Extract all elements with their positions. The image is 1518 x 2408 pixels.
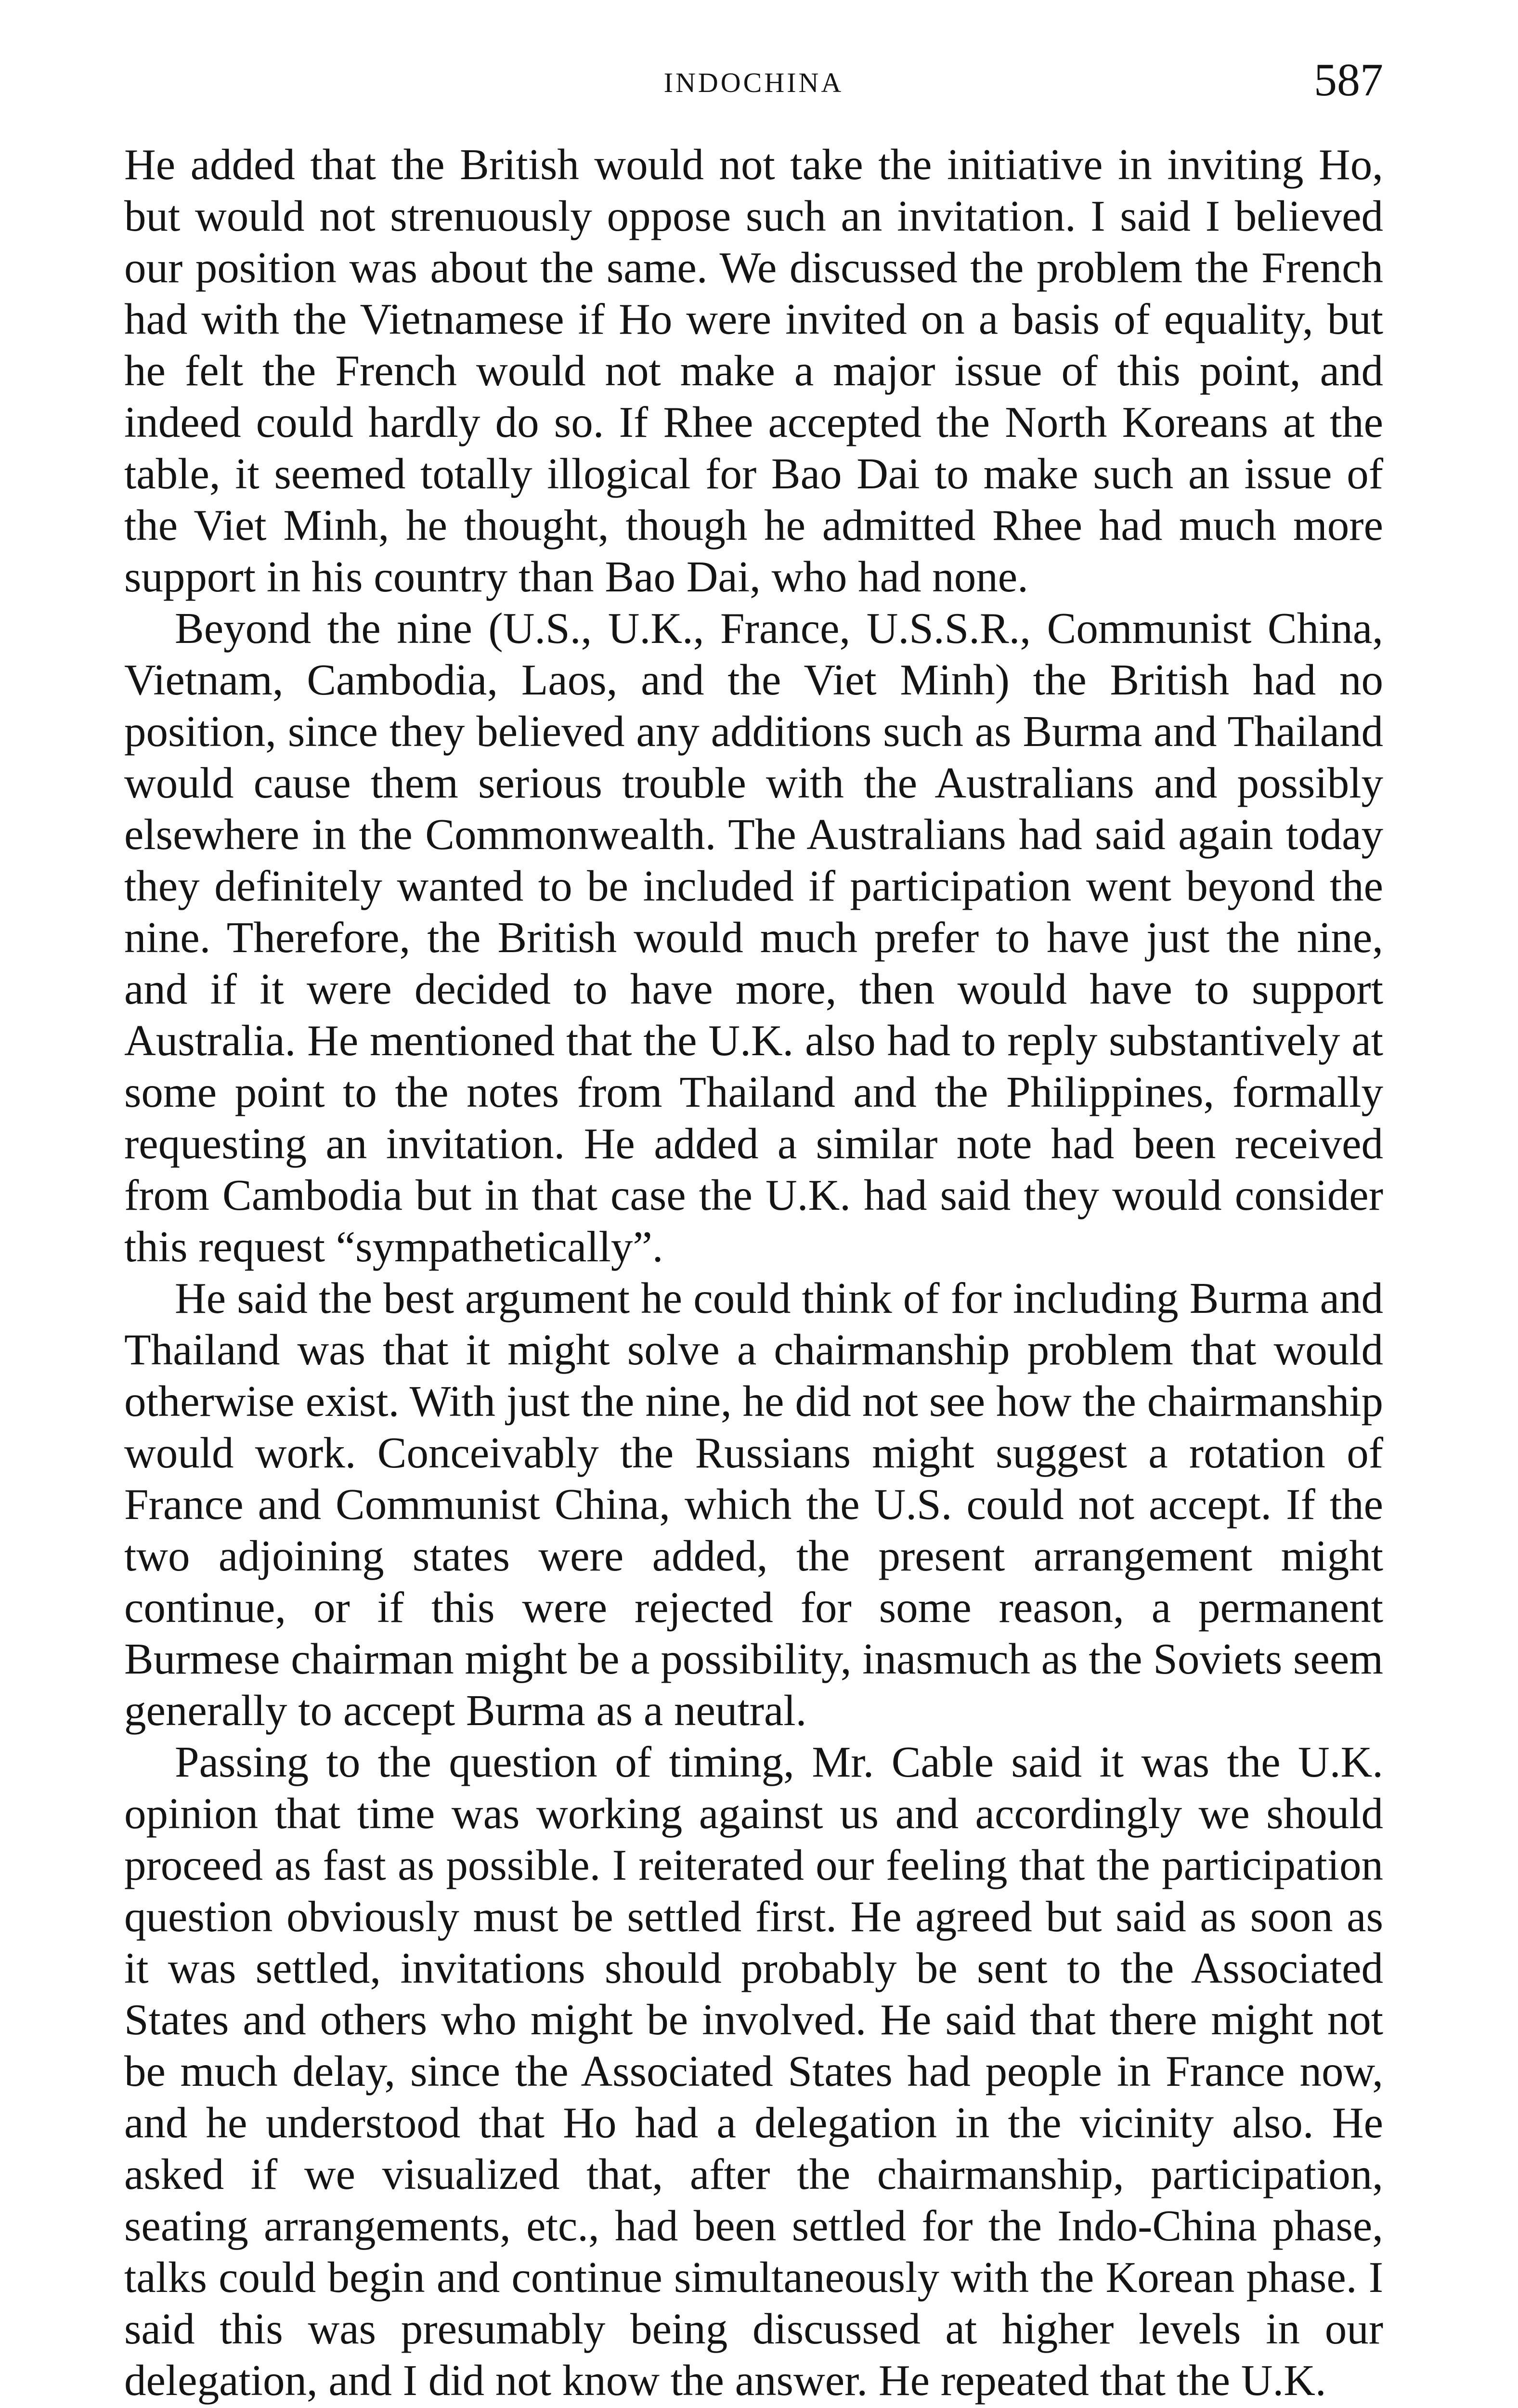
paragraph-2: Beyond the nine (U.S., U.K., France, U.S.S.R., Communist China, Vietnam, Cambodia, Laos, and the Viet Minh) the British had no position, since they believed any additions such as Burma and Thailand would cause them serious trouble with the Australians and possibly elsewhere in the Commonwealth. The Australians had said again today they definitely wanted to be included if participation went beyond the nine. Therefore, the British would much prefer to have just the nine, and if it were decided to have more, then would have to support Australia. He mentioned that the U.K. also had to reply substantively at some point to the notes from Thailand and the Philippines, formally requesting an invitation. He added a similar note had been received from Cambodia but in that case the U.K. had said they would consider this request “sympathetically”. [124,604,1383,1271]
running-title: INDOCHINA [663,67,844,98]
paragraph-3: He said the best argument he could think of for including Burma and Thailand was that it might solve a chairmanship problem that would otherwise exist. With just the nine, he did not see how the chairmanship would work. Conceivably the Russians might suggest a rotation of France and Communist China, which the U.S. could not accept. If the two adjoining states were added, the present arrangement might continue, or if this were rejected for some reason, a permanent Burmese chairman might be a possibility, inasmuch as the Soviets seem generally to accept Burma as a neutral. [124,1274,1383,1735]
paragraph-4: Passing to the question of timing, Mr. Cable said it was the U.K. opinion that time was working against us and accordingly we should proceed as fast as possible. I reiterated our feeling that the participation question obviously must be settled first. He agreed but said as soon as it was settled, invitations should probably be sent to the Associated States and others who might be involved. He said that there might not be much delay, since the Associated States had people in France now, and he understood that Ho had a delegation in the vicinity also. He asked if we visualized that, after the chairmanship, participation, seating arrangements, etc., had been settled for the Indo-China phase, talks could begin and continue simultaneously with the Korean phase. I said this was presumably being discussed at higher levels in our delegation, and I did not know the answer. He repeated that the U.K. [124,1738,1383,2405]
running-head [124,53,1383,120]
page-number: 587 [1314,54,1383,105]
body-text [124,139,1383,2406]
paragraph-1: He added that the British would not take the initiative in inviting Ho, but would not strenuously oppose such an invitation. I said I believed our position was about the same. We discussed the problem the French had with the Vietnamese if Ho were invited on a basis of equality, but he felt the French would not make a major issue of this point, and indeed could hardly do so. If Rhee accepted the North Koreans at the table, it seemed totally illogical for Bao Dai to make such an issue of the Viet Minh, he thought, though he admitted Rhee had much more support in his country than Bao Dai, who had none. [124,140,1383,601]
